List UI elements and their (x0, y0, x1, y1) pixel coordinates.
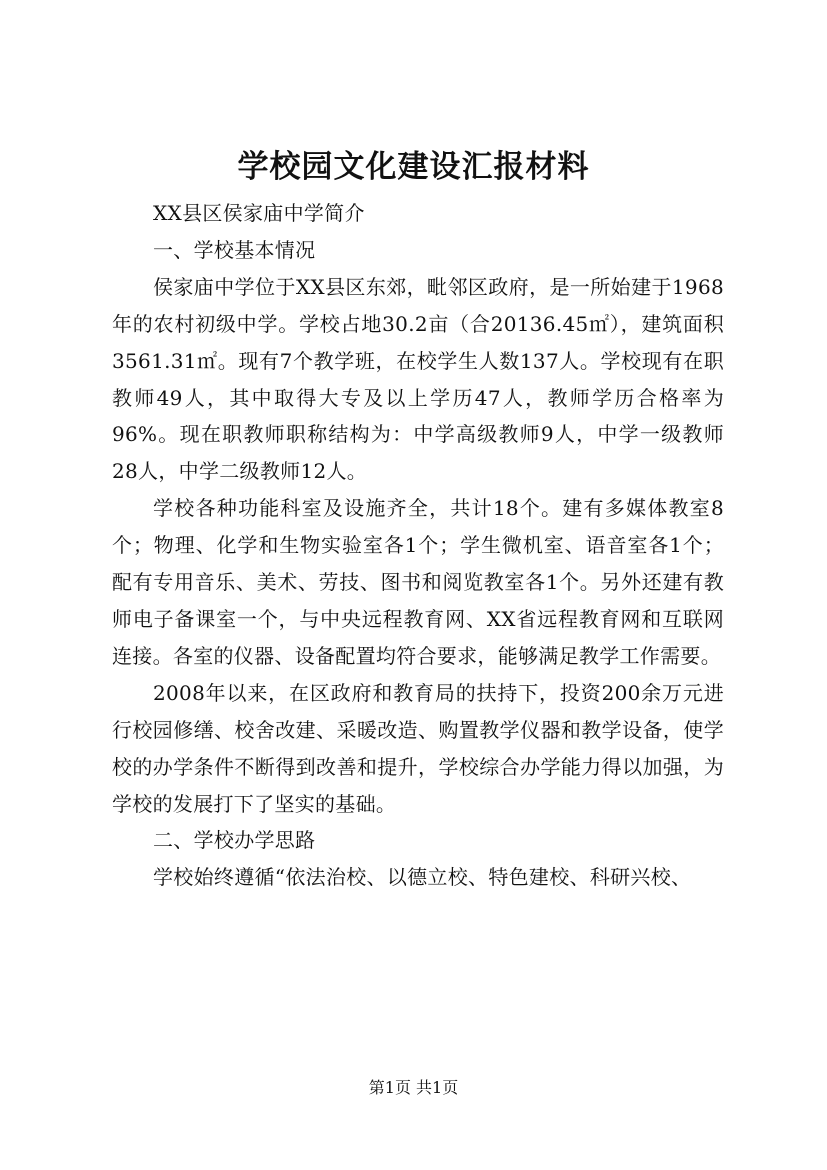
paragraph-investment: 2008年以来，在区政府和教育局的扶持下，投资200余万元进行校园修缮、校舍改建、采暖改造、购置教学仪器和教学设备，使学校的办学条件不断得到改善和提升，学校综合办学能力得以加强，为学校的发展打下了坚实的基础。 (112, 680, 724, 816)
section-heading-basic-info: 一、学校基本情况 (153, 237, 316, 262)
document-title: 学校园文化建设汇报材料 (237, 149, 590, 185)
paragraph-philosophy: 学校始终遵循“依法治校、以德立校、特色建校、科研兴校、 (153, 865, 692, 890)
paragraph-basic-info: 侯家庙中学位于XX县区东郊，毗邻区政府，是一所始建于1968年的农村初级中学。学校占地30.2亩（合20136.45㎡），建筑面积3561.31㎡。现有7个教学班，在校学生人数137人。学校现有在职教师49人，其中取得大专及以上学历47人，教师学历合格率为96%。现在职教师职称结构为：中学高级教师9人，中学一级教师28人，中学二级教师12人。 (112, 274, 724, 484)
school-intro-heading: XX县区侯家庙中学简介 (153, 201, 365, 225)
page-footer: 第1页 共1页 (368, 1078, 459, 1097)
paragraph-facilities: 学校各种功能科室及设施齐全，共计18个。建有多媒体教室8个；物理、化学和生物实验室各1个；学生微机室、语音室各1个；配有专用音乐、美术、劳技、图书和阅览教室各1个。另外还建有教师电子备课室一个，与中央远程教育网、XX省远程教育网和互联网连接。各室的仪器、设备配置均符合要求，能够满足教学工作需要。 (112, 496, 724, 668)
document-body (112, 195, 724, 896)
section-heading-philosophy: 二、学校办学思路 (153, 828, 316, 853)
